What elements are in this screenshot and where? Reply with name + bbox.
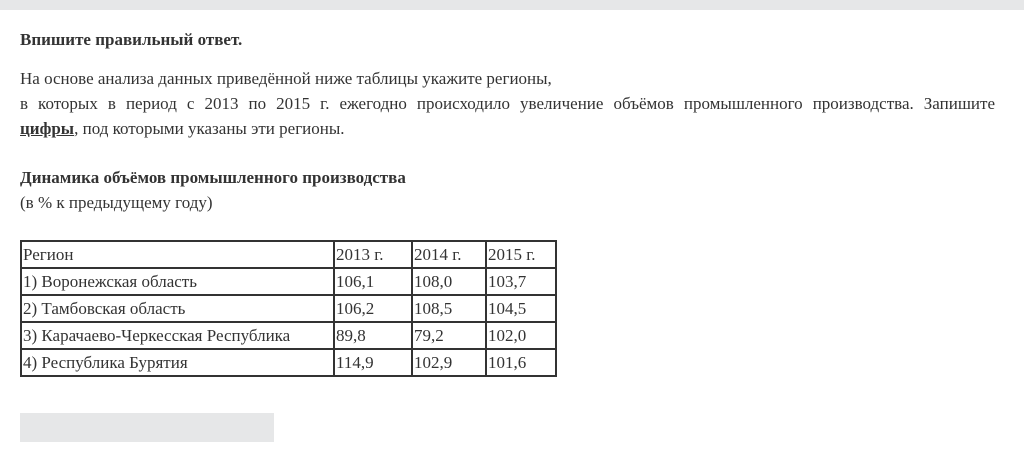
question-line-3-rest: , под которыми указаны эти регионы. bbox=[74, 119, 345, 138]
top-strip bbox=[0, 0, 1024, 10]
table-title: Динамика объёмов промышленного производства bbox=[20, 168, 406, 187]
table-cell-region: 2) Тамбовская область bbox=[21, 295, 334, 322]
header-2013: 2013 г. bbox=[334, 241, 412, 268]
table-header-row bbox=[21, 241, 556, 268]
header-2014: 2014 г. bbox=[412, 241, 486, 268]
table-cell-2015: 103,7 bbox=[486, 268, 556, 295]
table-cell-2013: 106,2 bbox=[334, 295, 412, 322]
table-row bbox=[21, 322, 556, 349]
instruction-text: Впишите правильный ответ. bbox=[20, 30, 243, 49]
table-cell-2014: 108,5 bbox=[412, 295, 486, 322]
table-cell-2013: 89,8 bbox=[334, 322, 412, 349]
table-cell-2013: 106,1 bbox=[334, 268, 412, 295]
table-cell-2015: 104,5 bbox=[486, 295, 556, 322]
table-row bbox=[21, 349, 556, 376]
table-cell-2015: 101,6 bbox=[486, 349, 556, 376]
table-row bbox=[21, 295, 556, 322]
table-cell-2014: 79,2 bbox=[412, 322, 486, 349]
question-line-2: в которых в период с 2013 по 2015 г. ежегодно происходило увеличение объёмов промышленного производства. Запишите bbox=[20, 94, 995, 113]
table-cell-region: 1) Воронежская область bbox=[21, 268, 334, 295]
question-text bbox=[20, 66, 995, 141]
question-line-1: На основе анализа данных приведённой ниже таблицы укажите регионы, bbox=[20, 69, 552, 88]
question-content bbox=[20, 27, 995, 377]
table-cell-2014: 108,0 bbox=[412, 268, 486, 295]
question-emphasis: цифры bbox=[20, 119, 75, 138]
table-subtitle: (в % к предыдущему году) bbox=[20, 193, 213, 212]
table-cell-region: 4) Республика Бурятия bbox=[21, 349, 334, 376]
table-cell-2013: 114,9 bbox=[334, 349, 412, 376]
table-cell-2015: 102,0 bbox=[486, 322, 556, 349]
header-2015: 2015 г. bbox=[486, 241, 556, 268]
question-line-3 bbox=[20, 116, 995, 141]
data-table bbox=[20, 240, 557, 377]
header-region: Регион bbox=[21, 241, 334, 268]
table-cell-region: 3) Карачаево-Черкесская Республика bbox=[21, 322, 334, 349]
answer-input[interactable] bbox=[20, 413, 274, 442]
table-row bbox=[21, 268, 556, 295]
table-cell-2014: 102,9 bbox=[412, 349, 486, 376]
